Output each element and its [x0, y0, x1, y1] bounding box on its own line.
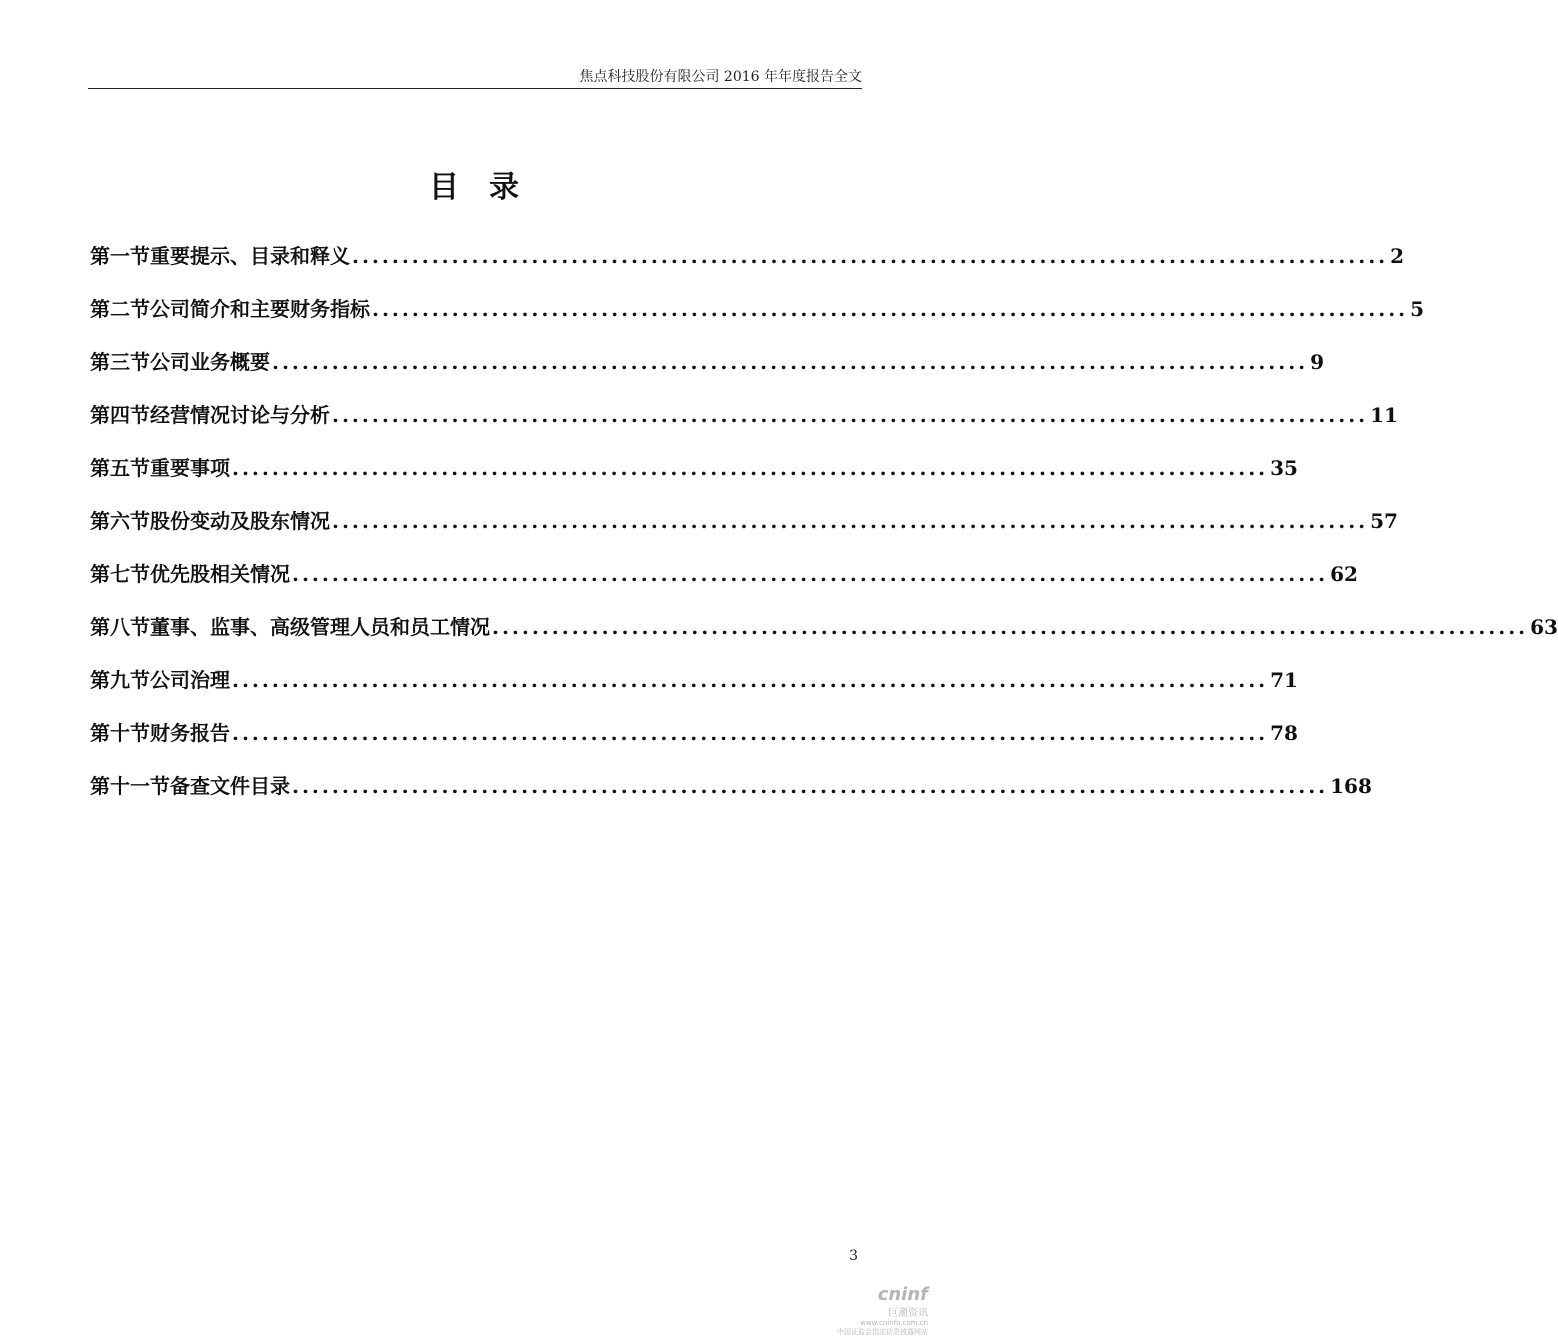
toc-page: 11	[1370, 403, 1398, 427]
toc-entry[interactable]	[90, 293, 1425, 346]
toc-title: 公司治理	[150, 668, 230, 692]
toc-entry[interactable]	[90, 346, 1325, 399]
toc-entry[interactable]	[90, 240, 1405, 293]
header-rule	[88, 88, 862, 89]
toc-section: 第六节	[90, 509, 150, 533]
toc-leader: ........................................................................................................	[332, 509, 1369, 533]
toc-leader: ........................................................................................................	[232, 456, 1269, 480]
watermark-subtitle: 中国证监会指定信息披露网站	[837, 1328, 928, 1336]
toc-section: 第七节	[90, 562, 150, 586]
toc-title: 财务报告	[150, 721, 230, 745]
toc-entry[interactable]	[90, 399, 1398, 452]
toc-entry[interactable]	[90, 717, 1298, 770]
toc-leader: ........................................................................................................	[372, 297, 1409, 321]
toc-leader: ........................................................................................................	[232, 721, 1269, 745]
toc-section: 第十节	[90, 721, 150, 745]
toc-page: 71	[1270, 668, 1298, 692]
title-char-2: 录	[489, 170, 521, 205]
table-of-contents	[90, 240, 1558, 823]
toc-page: 2	[1390, 244, 1405, 268]
toc-page: 9	[1310, 350, 1325, 374]
toc-entry[interactable]	[90, 505, 1398, 558]
toc-leader: ........................................................................................................	[492, 615, 1529, 639]
cninfo-logo: cninf	[877, 1284, 928, 1305]
toc-entry[interactable]	[90, 664, 1298, 717]
toc-entry[interactable]	[90, 611, 1558, 664]
toc-title: 经营情况讨论与分析	[150, 403, 330, 427]
toc-page: 35	[1270, 456, 1298, 480]
toc-title: 公司简介和主要财务指标	[150, 297, 370, 321]
toc-page: 5	[1410, 297, 1425, 321]
toc-leader: ........................................................................................................	[352, 244, 1389, 268]
watermark-url: www.cninfo.com.cn	[860, 1319, 928, 1327]
toc-section: 第二节	[90, 297, 150, 321]
toc-page: 63	[1530, 615, 1558, 639]
toc-entry[interactable]	[90, 452, 1298, 505]
toc-section: 第五节	[90, 456, 150, 480]
toc-page: 78	[1270, 721, 1298, 745]
toc-leader: ........................................................................................................	[232, 668, 1269, 692]
toc-leader: ........................................................................................................	[272, 350, 1309, 374]
toc-leader: ........................................................................................................	[292, 562, 1329, 586]
page-title	[0, 162, 950, 206]
toc-section: 第一节	[90, 244, 150, 268]
toc-leader: ........................................................................................................	[292, 774, 1329, 798]
toc-section: 第十一节	[90, 774, 170, 798]
toc-section: 第九节	[90, 668, 150, 692]
toc-page: 57	[1370, 509, 1398, 533]
toc-title: 重要提示、目录和释义	[150, 244, 350, 268]
toc-title: 董事、监事、高级管理人员和员工情况	[150, 615, 490, 639]
toc-page: 168	[1330, 774, 1372, 798]
toc-page: 62	[1330, 562, 1358, 586]
toc-entry[interactable]	[90, 770, 1372, 823]
watermark-name: 巨潮资讯	[888, 1308, 928, 1319]
toc-section: 第三节	[90, 350, 150, 374]
toc-title: 公司业务概要	[150, 350, 270, 374]
toc-section: 第四节	[90, 403, 150, 427]
toc-title: 股份变动及股东情况	[150, 509, 330, 533]
toc-leader: ........................................................................................................	[332, 403, 1369, 427]
running-header: 焦点科技股份有限公司 2016 年年度报告全文	[579, 69, 862, 85]
toc-title: 重要事项	[150, 456, 230, 480]
page-number: 3	[849, 1248, 858, 1264]
toc-section: 第八节	[90, 615, 150, 639]
watermark	[837, 1284, 928, 1337]
toc-title: 优先股相关情况	[150, 562, 290, 586]
title-char-1: 目	[429, 170, 461, 205]
toc-title: 备查文件目录	[170, 774, 290, 798]
toc-entry[interactable]	[90, 558, 1358, 611]
